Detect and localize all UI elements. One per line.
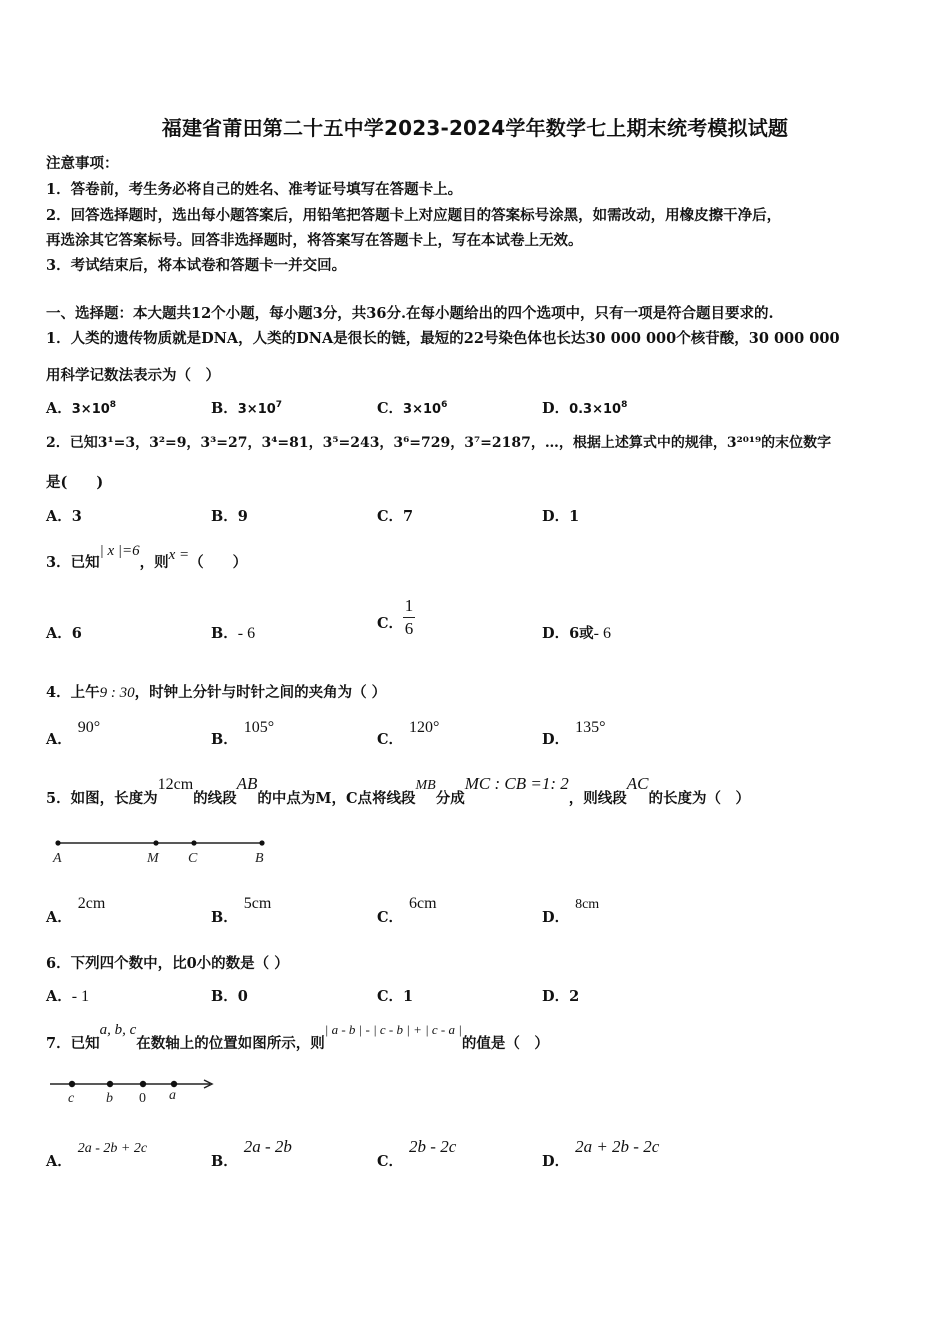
point-a [55, 840, 60, 845]
q2-option-c: C．7 [377, 508, 414, 525]
q7-option-b: B．2a - 2b [211, 1137, 292, 1170]
q7-option-d: D．2a + 2b - 2c [542, 1137, 660, 1170]
notice-heading: 注意事项： [46, 155, 119, 172]
label-m: M [147, 851, 159, 866]
q5-option-b: B．5cm [211, 895, 272, 926]
label-a: A [53, 851, 62, 866]
q3-option-d: D．6或- 6 [542, 625, 611, 642]
q1-option-d: D．$0.3\times 10^8$ [542, 400, 628, 417]
point-a [171, 1081, 177, 1087]
q6-option-a: A．- 1 [46, 988, 90, 1005]
page-title: 福建省莆田第二十五中学2023-2024学年数学七上期末统考模拟试题 [161, 116, 789, 140]
notice-item-2a: 2．回答选择题时，选出每小题答案后，用铅笔把答题卡上对应题目的答案标号涂黑，如需改动，用橡皮擦干净后， [46, 207, 782, 224]
q3-option-a: A．6 [46, 625, 82, 642]
notice-item-3: 3．考试结束后，将本试卷和答题卡一并交回。 [46, 257, 347, 274]
q4-option-d: D．135° [542, 719, 606, 748]
number-line-figure [48, 1074, 228, 1108]
label-c: c [68, 1091, 75, 1106]
q2-option-d: D．1 [542, 508, 580, 525]
q3-option-c: C． $\frac{1}{6}$ [377, 596, 414, 638]
q2-option-a: A．3 [46, 508, 82, 525]
question-1-line1: 1．人类的遗传物质就是DNA，人类的DNA是很长的链，最短的22号染色体也长达30 000 000个核苷酸，30 000 000 [46, 330, 840, 347]
point-b [259, 840, 264, 845]
point-c [69, 1081, 75, 1087]
q5-option-a: A．2cm [46, 895, 106, 926]
point-m [153, 840, 158, 845]
q3-option-b: B．- 6 [211, 625, 256, 642]
point-zero [140, 1081, 146, 1087]
q4-option-c: C．120° [377, 719, 440, 748]
q2-option-b: B．9 [211, 508, 248, 525]
q7-option-a: A．2a - 2b + 2c [46, 1141, 148, 1170]
question-1-line2: 用科学记数法表示为（ ） [46, 367, 220, 384]
notice-item-1: 1．答卷前，考生务必将自己的姓名、准考证号填写在答题卡上。 [46, 181, 463, 198]
fraction-one-sixth: $\frac{1}{6}$ [404, 596, 414, 638]
q5-option-d: D．8cm [542, 897, 600, 926]
point-b [107, 1081, 113, 1087]
question-3: 3．已知| x |=6，则x =（ ） [46, 543, 248, 571]
question-4: 4．上午9 : 30，时钟上分针与时针之间的夹角为（ ） [46, 684, 387, 701]
section-heading: 一、选择题：本大题共12个小题，每小题3分，共36分.在每小题给出的四个选项中，只有一项是符合题目要求的. [46, 305, 774, 322]
segment-figure [48, 834, 278, 868]
label-zero: 0 [139, 1091, 146, 1106]
point-c [191, 840, 196, 845]
q1-option-c: C．$3\times 10^6$ [377, 400, 448, 417]
q1-option-a: A．$3\times 10^8$ [46, 400, 117, 417]
q6-option-c: C．1 [377, 988, 414, 1005]
q4-option-a: A．90° [46, 719, 101, 748]
question-5: 5．如图，长度为12cm的线段AB的中点为M，C点将线段MB分成MC : CB =1: 2，则线段AC的长度为（ ） [46, 774, 750, 807]
question-7: 7．已知a, b, c在数轴上的位置如图所示，则| a - b | - | c - b | + | c - a |的值是（ ） [46, 1022, 549, 1052]
label-a: a [169, 1088, 176, 1103]
label-b: B [255, 851, 264, 866]
q4-option-b: B．105° [211, 719, 275, 748]
notice-item-2b: 再选涂其它答案标号。回答非选择题时，将答案写在答题卡上，写在本试卷上无效。 [46, 232, 583, 249]
question-6: 6．下列四个数中，比0小的数是（ ） [46, 955, 289, 972]
question-2-line1: 2．已知3¹=3，3²=9，3³=27，3⁴=81，3⁵=243，3⁶=729，3⁷=2187，…，根据上述算式中的规律，3²⁰¹⁹的末位数字 [46, 435, 832, 451]
q5-option-c: C．6cm [377, 895, 437, 926]
q6-option-d: D．2 [542, 988, 580, 1005]
label-b: b [106, 1091, 113, 1106]
q7-option-c: C．2b - 2c [377, 1137, 457, 1170]
q1-option-b: B．$3\times 10^7$ [211, 400, 283, 417]
q6-option-b: B．0 [211, 988, 248, 1005]
label-c: C [188, 851, 198, 866]
question-2-line2: 是( ) [46, 474, 104, 491]
